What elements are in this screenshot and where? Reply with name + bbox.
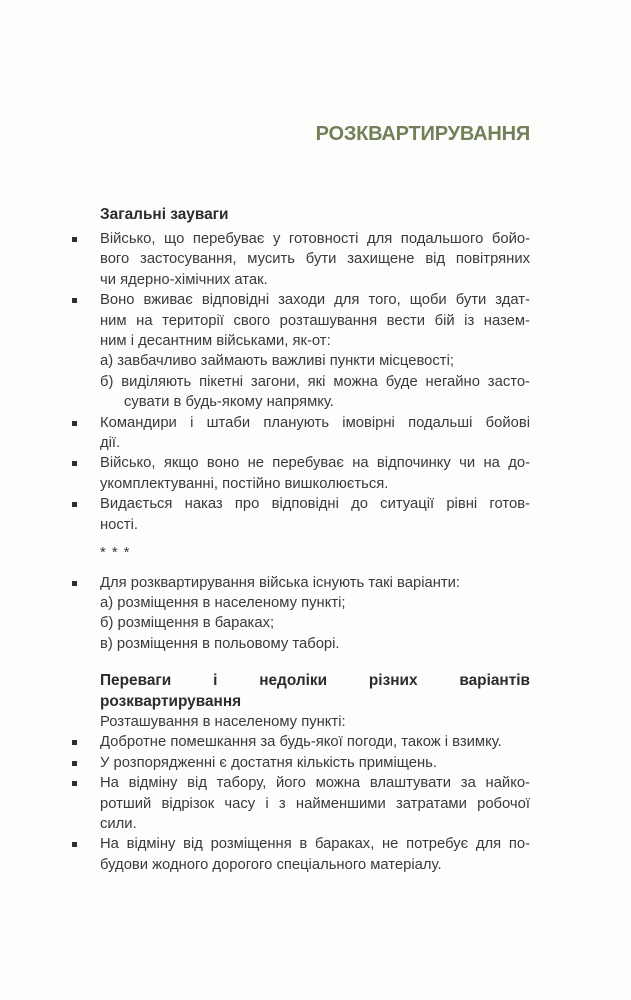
section-subheading <box>100 671 530 712</box>
bullet-marker-icon <box>72 461 77 466</box>
list-item-line: будови жодного дорогого спеціального матеріалу. <box>100 856 442 873</box>
list-item-line: ним і десантним військами, як-от: <box>100 333 331 350</box>
list-item-line: Військо, якщо воно не перебуває на відпочинку чи на до- <box>100 455 530 472</box>
list-item-line: б) розміщення в бараках; <box>100 615 275 632</box>
paragraph <box>100 712 530 732</box>
list-item <box>100 229 530 290</box>
bullet-marker-icon <box>72 581 77 586</box>
list-item-line: ності. <box>100 516 138 533</box>
list-item <box>100 834 530 875</box>
list-item-line: а) завбачливо займають важливі пункти місцевості; <box>100 353 454 370</box>
list-item-line: На відміну від табору, його можна влаштувати за найко- <box>100 775 530 792</box>
page-title: РОЗКВАРТИРУВАННЯ <box>315 123 530 145</box>
section-separator: * * * <box>100 545 131 562</box>
list-item-line: сувати в будь-якому напрямку. <box>124 394 334 411</box>
list-item-line: а) розміщення в населеному пункті; <box>100 594 346 611</box>
bullet-marker-icon <box>72 298 77 303</box>
list-item <box>100 753 530 773</box>
list-item <box>100 773 530 834</box>
bullet-list <box>100 229 530 535</box>
list-item-line: ним на території свого розташування вести бій із назем- <box>100 312 530 329</box>
list-item-line: У розпорядженні є достатня кількість приміщень. <box>100 754 437 771</box>
subheading-line: Переваги і недоліки різних варіантів <box>100 672 530 690</box>
list-item-line: Видається наказ про відповідні до ситуації рівні готов- <box>100 496 530 513</box>
list-item <box>100 732 530 752</box>
bullet-list <box>100 573 530 655</box>
bullet-marker-icon <box>72 502 77 507</box>
bullet-marker-icon <box>72 781 77 786</box>
bullet-marker-icon <box>72 761 77 766</box>
list-item-line: в) розміщення в польовому таборі. <box>100 635 340 652</box>
list-item <box>100 290 530 412</box>
list-item-line: укомплектуванні, постійно вишколюється. <box>100 475 389 492</box>
list-item <box>100 494 530 535</box>
bullet-marker-icon <box>72 842 77 847</box>
list-item-line: Добротне помешкання за будь-якої погоди, також і взимку. <box>100 734 502 751</box>
page-content <box>100 203 530 875</box>
list-item-line: Для розквартирування війська існують такі варіанти: <box>100 574 461 591</box>
list-item-line: Командири і штаби планують імовірні подальші бойові <box>100 414 530 431</box>
list-item <box>100 573 530 655</box>
subheading-line: розквартирування <box>100 692 242 710</box>
bullet-marker-icon <box>72 421 77 426</box>
list-item-line: б) виділяють пікетні загони, які можна буде негайно засто- <box>100 373 530 390</box>
list-item-line: чи ядерно-хімічних атак. <box>100 271 268 288</box>
list-item-line: сили. <box>100 815 137 832</box>
list-item-line: На відміну від розміщення в бараках, не потребує для по- <box>100 836 530 853</box>
list-item-line: вого застосування, мусить бути захищене від повітряних <box>100 251 530 268</box>
list-item-line: Військо, що перебуває у готовності для подальшого бойо- <box>100 231 530 247</box>
list-item <box>100 413 530 454</box>
bullet-list <box>100 732 530 875</box>
bullet-marker-icon <box>72 740 77 745</box>
list-item <box>100 453 530 494</box>
bullet-marker-icon <box>72 237 77 242</box>
section-heading: Загальні зауваги <box>100 206 229 223</box>
list-item-line: Воно вживає відповідні заходи для того, щоби бути здат- <box>100 292 530 309</box>
paragraph-line: Розташування в населеному пункті: <box>100 713 346 730</box>
list-item-line: ротший відрізок часу і з найменшими затратами робочої <box>100 795 530 812</box>
list-item-line: дії. <box>100 435 121 452</box>
